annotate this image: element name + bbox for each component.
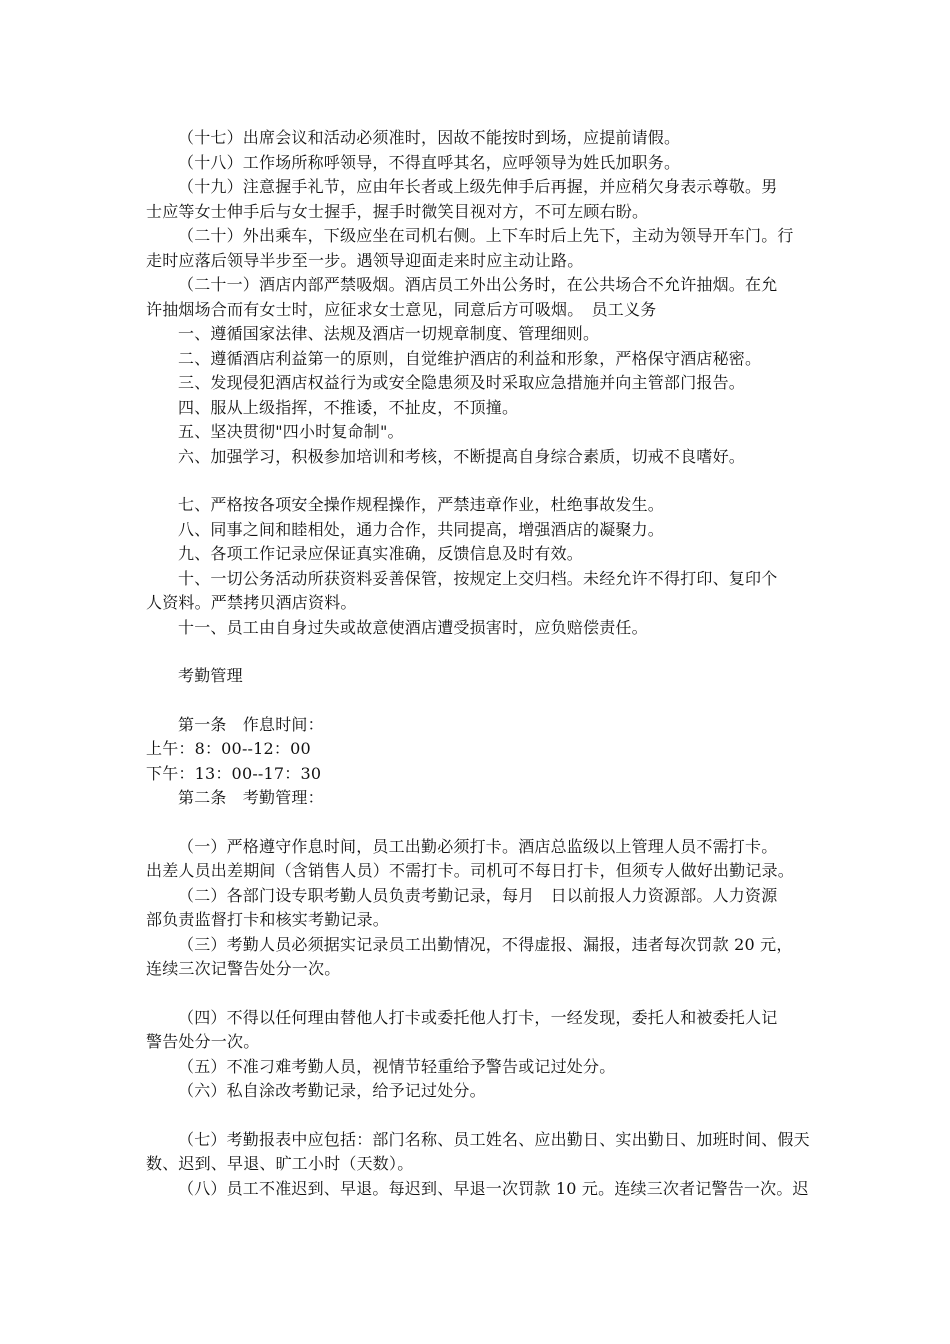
paragraph-20-line-2: 走时应落后领导半步至一步。遇领导迎面走来时应主动让路。 [146,250,584,270]
duty-item-6: 六、加强学习，积极参加培训和考核，不断提高自身综合素质，切戒不良嗜好。 [178,446,746,466]
paragraph-18: （十八）工作场所称呼领导，不得直呼其名，应呼领导为姓氏加职务。 [178,152,681,172]
attendance-rule-4 [146,1006,824,1055]
document-page [146,126,824,1201]
duty-item-3: 三、发现侵犯酒店权益行为或安全隐患须及时采取应急措施并向主管部门报告。 [178,373,746,392]
article-2: 第二条 考勤管理： [178,788,324,807]
spacer [146,640,824,664]
attendance-rule-3-line-1: （三）考勤人员必须据实记录员工出勤情况，不得虚报、漏报，违者每次罚款 20 元， [178,934,793,954]
duty-item-11: 十一、员工由自身过失或故意使酒店遭受损害时，应负赔偿责任。 [178,617,648,637]
duty-item-5: 五、坚决贯彻"四小时复命制"。 [178,422,404,441]
attendance-rule-7-line-2: 数、迟到、早退、旷工小时（天数）。 [146,1154,414,1173]
duty-item-7: 七、严格按各项安全操作规程操作，严禁违章作业，杜绝事故发生。 [178,495,665,514]
attendance-rule-1-line-2: 出差人员出差期间（含销售人员）不需打卡。司机可不每日打卡，但须专人做好出勤记录。 [146,861,795,880]
attendance-rule-1-line-1: （一）严格遵守作息时间，员工出勤必须打卡。酒店总监级以上管理人员不需打卡。 [178,836,778,856]
duty-item-10 [146,567,824,616]
section-heading-attendance: 考勤管理 [178,666,243,685]
schedule-afternoon: 下午：13：00--17：30 [146,763,322,783]
paragraph-21-line-2: 许抽烟场合而有女士时，应征求女士意见，同意后方可吸烟。 员工义务 [146,299,657,319]
spacer [146,811,824,835]
paragraph-21 [146,273,824,322]
attendance-rule-8 [146,1177,824,1202]
duty-item-4: 四、服从上级指挥，不推诿，不扯皮，不顶撞。 [178,397,519,417]
paragraph-19-line-2: 士应等女士伸手后与女士握手，握手时微笑目视对方，不可左顾右盼。 [146,201,649,221]
attendance-rule-3 [146,933,824,982]
attendance-rule-1 [146,835,824,884]
attendance-rule-2-line-1: （二）各部门设专职考勤人员负责考勤记录，每月 日以前报人力资源部。人力资源 [178,885,778,905]
article-1: 第一条 作息时间： [178,714,324,734]
spacer [146,982,824,1006]
attendance-rule-7 [146,1128,824,1177]
spacer [146,1104,824,1128]
attendance-rule-6: （六）私自涂改考勤记录，给予记过处分。 [178,1081,486,1100]
duty-item-10-line-1: 十、一切公务活动所获资料妥善保管，按规定上交归档。未经允许不得打印、复印个 [178,568,778,588]
paragraph-20 [146,224,824,273]
attendance-rule-3-line-2: 连续三次记警告处分一次。 [146,959,341,978]
attendance-rule-7-line-1: （七）考勤报表中应包括：部门名称、员工姓名、应出勤日、实出勤日、加班时间、假天 [178,1129,810,1149]
duty-item-2: 二、遵循酒店利益第一的原则，自觉维护酒店的利益和形象，严格保守酒店秘密。 [178,348,762,368]
duty-item-8: 八、同事之间和睦相处，通力合作，共同提高，增强酒店的凝聚力。 [178,519,665,539]
paragraph-17: （十七）出席会议和活动必须准时，因故不能按时到场，应提前请假。 [178,128,681,147]
schedule-morning: 上午：8：00--12：00 [146,739,311,758]
paragraph-19 [146,175,824,224]
duty-item-1: 一、遵循国家法律、法规及酒店一切规章制度、管理细则。 [178,324,600,343]
spacer [146,689,824,713]
attendance-rule-2 [146,884,824,933]
attendance-rule-5: （五）不准刁难考勤人员，视情节轻重给予警告或记过处分。 [178,1056,616,1076]
attendance-rule-4-line-2: 警告处分一次。 [146,1032,260,1051]
duty-item-9: 九、各项工作记录应保证真实准确，反馈信息及时有效。 [178,544,584,563]
attendance-rule-4-line-1: （四）不得以任何理由替他人打卡或委托他人打卡，一经发现，委托人和被委托人记 [178,1007,778,1027]
attendance-rule-2-line-2: 部负责监督打卡和核实考勤记录。 [146,910,390,929]
paragraph-21-line-1: （二十一）酒店内部严禁吸烟。酒店员工外出公务时，在公共场合不允许抽烟。在允 [178,275,778,294]
spacer [146,469,824,493]
attendance-rule-8-line-1: （八）员工不准迟到、早退。每迟到、早退一次罚款 10 元。连续三次者记警告一次。迟 [178,1178,809,1198]
paragraph-20-line-1: （二十）外出乘车，下级应坐在司机右侧。上下车时后上先下，主动为领导开车门。行 [178,226,794,245]
paragraph-19-line-1: （十九）注意握手礼节，应由年长者或上级先伸手后再握，并应稍欠身表示尊敬。男 [178,177,778,196]
duty-item-10-line-2: 人资料。严禁拷贝酒店资料。 [146,593,357,612]
